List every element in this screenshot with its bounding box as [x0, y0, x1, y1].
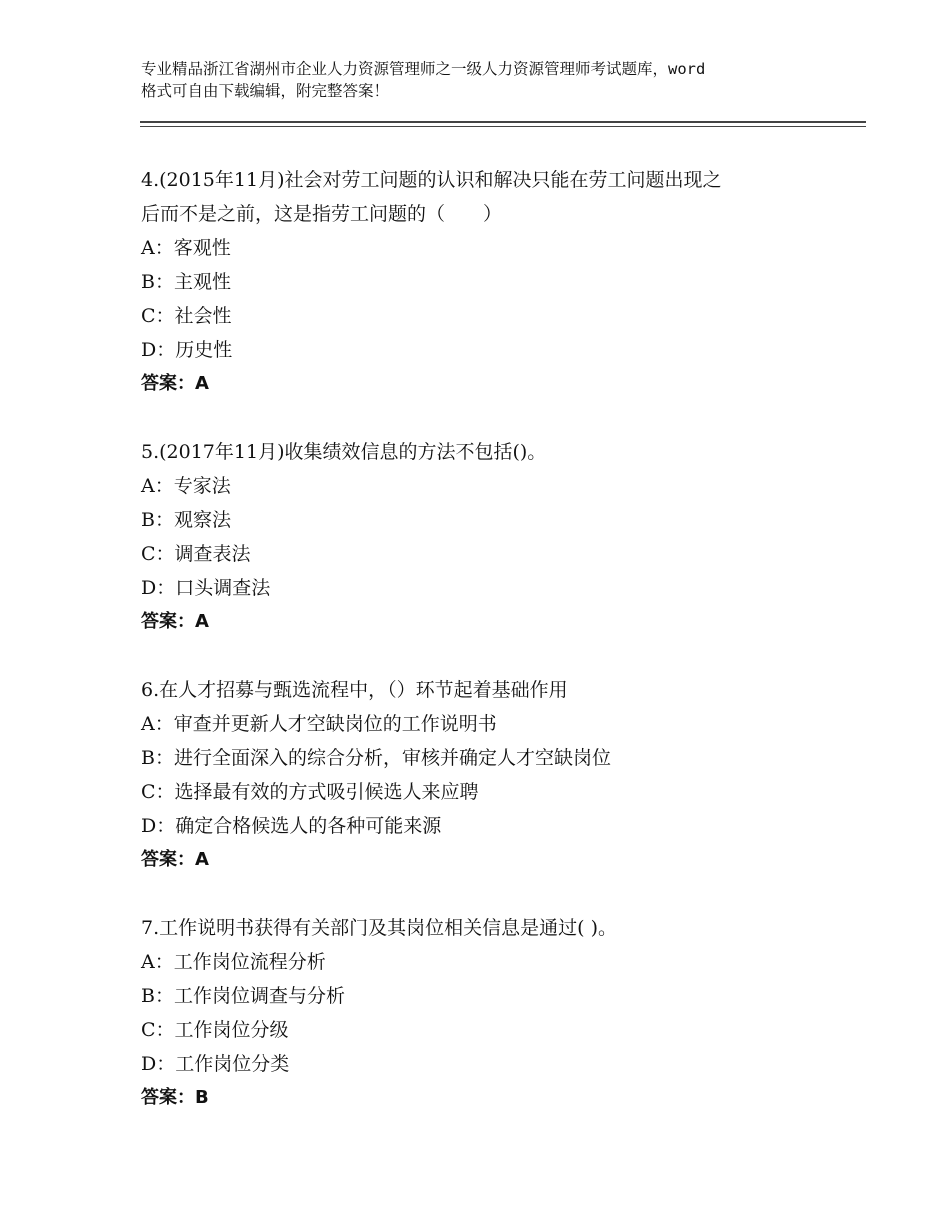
question-7	[141, 911, 841, 1115]
question-stem: 7.工作说明书获得有关部门及其岗位相关信息是通过( )。	[141, 917, 617, 939]
option-d: D：口头调查法	[141, 577, 271, 599]
header-divider-thin	[140, 126, 866, 127]
option-a: A：客观性	[141, 237, 231, 259]
answer: 答案：A	[141, 373, 209, 394]
option-d: D：确定合格候选人的各种可能来源	[141, 815, 442, 837]
option-c: C：工作岗位分级	[141, 1019, 289, 1041]
question-stem: 5.(2017年11月)收集绩效信息的方法不包括()。	[141, 441, 547, 463]
option-c: C：社会性	[141, 305, 232, 327]
option-a: A：工作岗位流程分析	[141, 951, 326, 973]
question-stem: 6.在人才招募与甄选流程中，（）环节起着基础作用	[141, 679, 568, 701]
header-divider-thick	[140, 121, 866, 123]
header-line-1: 专业精品浙江省湖州市企业人力资源管理师之一级人力资源管理师考试题库，word	[141, 60, 706, 78]
option-d: D：历史性	[141, 339, 233, 361]
question-4	[141, 163, 841, 401]
option-c: C：调查表法	[141, 543, 251, 565]
answer: 答案：B	[141, 1087, 209, 1108]
option-b: B：工作岗位调查与分析	[141, 985, 345, 1007]
option-a: A：专家法	[141, 475, 231, 497]
question-5	[141, 435, 841, 639]
question-list	[141, 163, 841, 1149]
answer: 答案：A	[141, 611, 209, 632]
option-b: B：进行全面深入的综合分析，审核并确定人才空缺岗位	[141, 747, 611, 769]
header-line-2: 格式可自由下载编辑，附完整答案！	[141, 82, 390, 100]
option-c: C：选择最有效的方式吸引候选人来应聘	[141, 781, 479, 803]
question-stem-continued: 后而不是之前，这是指劳工问题的（ ）	[141, 203, 503, 225]
document-header	[141, 58, 831, 102]
question-6	[141, 673, 841, 877]
option-b: B：观察法	[141, 509, 231, 531]
question-stem: 4.(2015年11月)社会对劳工问题的认识和解决只能在劳工问题出现之	[141, 169, 722, 191]
option-a: A：审查并更新人才空缺岗位的工作说明书	[141, 713, 497, 735]
option-d: D：工作岗位分类	[141, 1053, 290, 1075]
answer: 答案：A	[141, 849, 209, 870]
option-b: B：主观性	[141, 271, 231, 293]
